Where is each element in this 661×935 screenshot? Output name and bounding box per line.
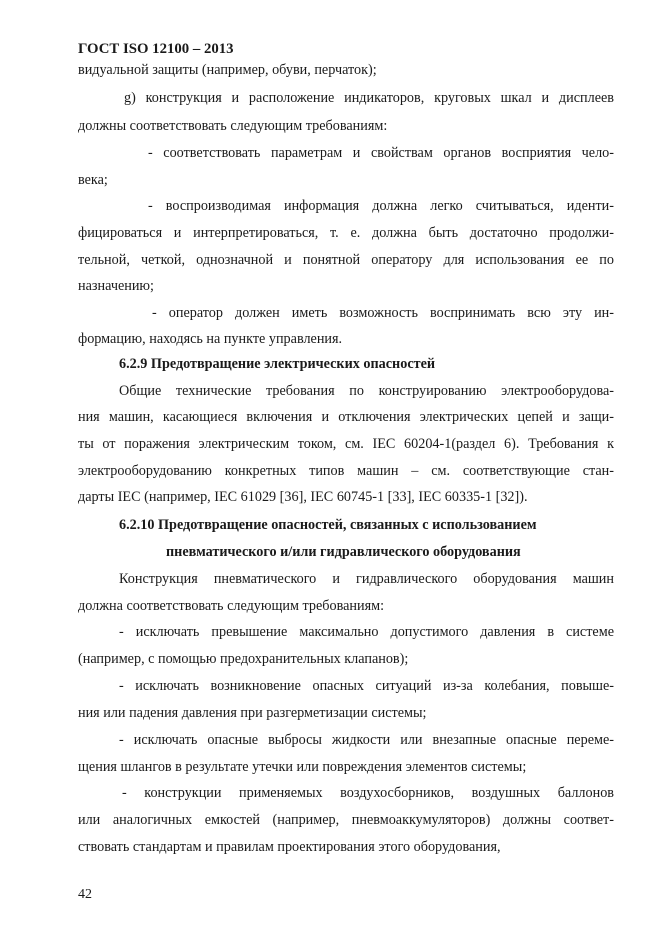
text-line: - исключать превышение максимально допустимого давления в системе xyxy=(119,624,614,640)
text-line: ты от поражения электрическим током, см. IEC 60204-1(раздел 6). Требования к xyxy=(78,436,614,452)
text-line: должна соответствовать следующим требованиям: xyxy=(78,598,385,614)
text-line: щения шлангов в результате утечки или повреждения элементов системы; xyxy=(78,759,527,775)
text-line: должны соответствовать следующим требованиям: xyxy=(78,118,388,134)
text-line: назначению; xyxy=(78,278,154,294)
text-line: (например, с помощью предохранительных клапанов); xyxy=(78,651,409,667)
document-header: ГОСТ ISO 12100 – 2013 xyxy=(78,41,234,57)
text-line: - оператор должен иметь возможность воспринимать всю эту ин- xyxy=(152,305,614,321)
text-line: дарты IEC (например, IEC 61029 [36], IEC 60745-1 [33], IEC 60335-1 [32]). xyxy=(78,489,528,505)
section-heading-6-2-9: 6.2.9 Предотвращение электрических опасностей xyxy=(119,356,436,372)
text-line: Общие технические требования по конструированию электрооборудова- xyxy=(119,383,614,399)
text-line: тельной, четкой, однозначной и понятной оператору для использования ее по xyxy=(78,252,614,268)
text-line: или аналогичных емкостей (например, пневмоаккумуляторов) должны соответ- xyxy=(78,812,614,828)
page-number: 42 xyxy=(78,887,92,902)
section-heading-6-2-10: 6.2.10 Предотвращение опасностей, связанных с использованием xyxy=(119,517,537,533)
text-line: видуальной защиты (например, обуви, перчаток); xyxy=(78,62,377,78)
section-heading-6-2-10-cont: пневматического и/или гидравлического оборудования xyxy=(166,544,521,560)
text-line: - исключать возникновение опасных ситуаций из-за колебания, повыше- xyxy=(119,678,614,694)
text-line: - конструкции применяемых воздухосборников, воздушных баллонов xyxy=(122,785,614,801)
text-line: - исключать опасные выбросы жидкости или внезапные опасные переме- xyxy=(119,732,614,748)
text-line: - соответствовать параметрам и свойствам органов восприятия чело- xyxy=(148,145,614,161)
text-line: ствовать стандартам и правилам проектирования этого оборудования, xyxy=(78,839,501,855)
text-line: ния или падения давления при разгерметизации системы; xyxy=(78,705,427,721)
text-line: формацию, находясь на пункте управления. xyxy=(78,331,343,347)
text-line: Конструкция пневматического и гидравлического оборудования машин xyxy=(119,571,614,587)
text-line: ния машин, касающиеся включения и отключения электрических цепей и защи- xyxy=(78,409,614,425)
text-line: g) конструкция и расположение индикаторов, круговых шкал и дисплеев xyxy=(124,90,614,106)
text-line: электрооборудованию конкретных типов машин – см. соответствующие стан- xyxy=(78,463,614,479)
text-line: - воспроизводимая информация должна легко считываться, иденти- xyxy=(148,198,614,214)
text-line: фицироваться и интерпретироваться, т. е. должна быть достаточно продолжи- xyxy=(78,225,614,241)
text-line: века; xyxy=(78,172,108,188)
